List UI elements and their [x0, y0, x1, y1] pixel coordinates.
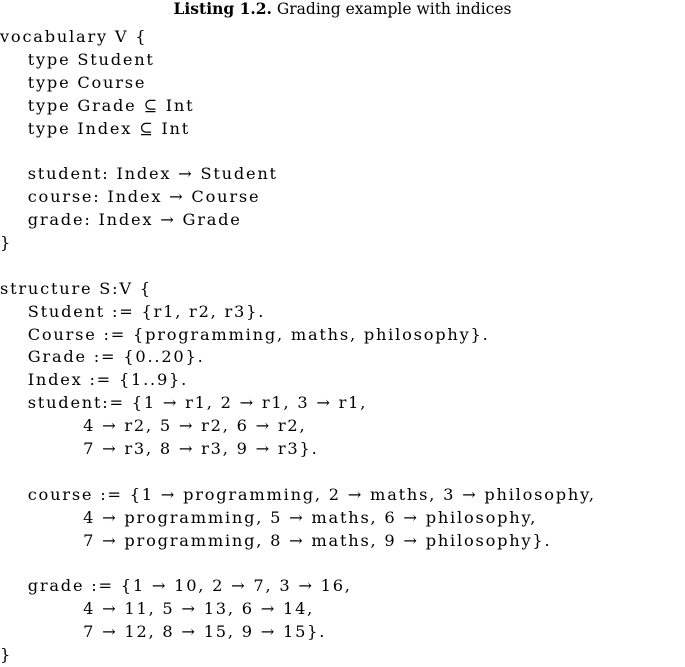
code-line — [0, 552, 596, 575]
code-line: vocabulary V { — [0, 27, 148, 46]
code-listing — [0, 26, 596, 667]
code-line: type Index ⊆ Int — [0, 118, 191, 138]
code-line: student:= {1 → r1, 2 → r1, 3 → r1, — [0, 393, 368, 413]
code-line: 4 → r2, 5 → r2, 6 → r2, — [0, 416, 307, 436]
code-line: student: Index → Student — [0, 164, 278, 184]
code-line: Grade := {0..20}. — [0, 347, 205, 367]
code-line: 7 → 12, 8 → 15, 9 → 15}. — [0, 622, 327, 642]
code-line: Student := {r1, r2, r3}. — [0, 301, 266, 321]
code-line: 4 → 11, 5 → 13, 6 → 14, — [0, 599, 315, 619]
listing-caption — [0, 0, 685, 18]
code-line: grade := {1 → 10, 2 → 7, 3 → 16, — [0, 576, 352, 596]
code-line: Course := {programming, maths, philosophy}. — [0, 324, 490, 344]
listing-caption-label: Listing 1.2. — [173, 0, 272, 18]
code-line — [0, 140, 596, 163]
code-line: 7 → programming, 8 → maths, 9 → philosophy}. — [0, 530, 552, 550]
code-line — [0, 255, 596, 278]
code-line: Index := {1..9}. — [0, 370, 189, 390]
code-line: } — [0, 645, 13, 665]
listing-caption-title: Grading example with indices — [276, 0, 512, 18]
code-line: type Student — [0, 49, 155, 69]
code-line: 4 → programming, 5 → maths, 6 → philosophy, — [0, 507, 538, 527]
code-line: type Grade ⊆ Int — [0, 95, 195, 115]
code-line: structure S:V { — [0, 278, 152, 298]
code-line: grade: Index → Grade — [0, 210, 242, 230]
code-line: type Course — [0, 72, 147, 92]
code-line: course := {1 → programming, 2 → maths, 3 → philosophy, — [0, 484, 596, 504]
code-line: course: Index → Course — [0, 187, 261, 207]
code-line — [0, 461, 596, 484]
code-line: 7 → r3, 8 → r3, 9 → r3}. — [0, 439, 319, 459]
code-line: } — [0, 233, 13, 253]
